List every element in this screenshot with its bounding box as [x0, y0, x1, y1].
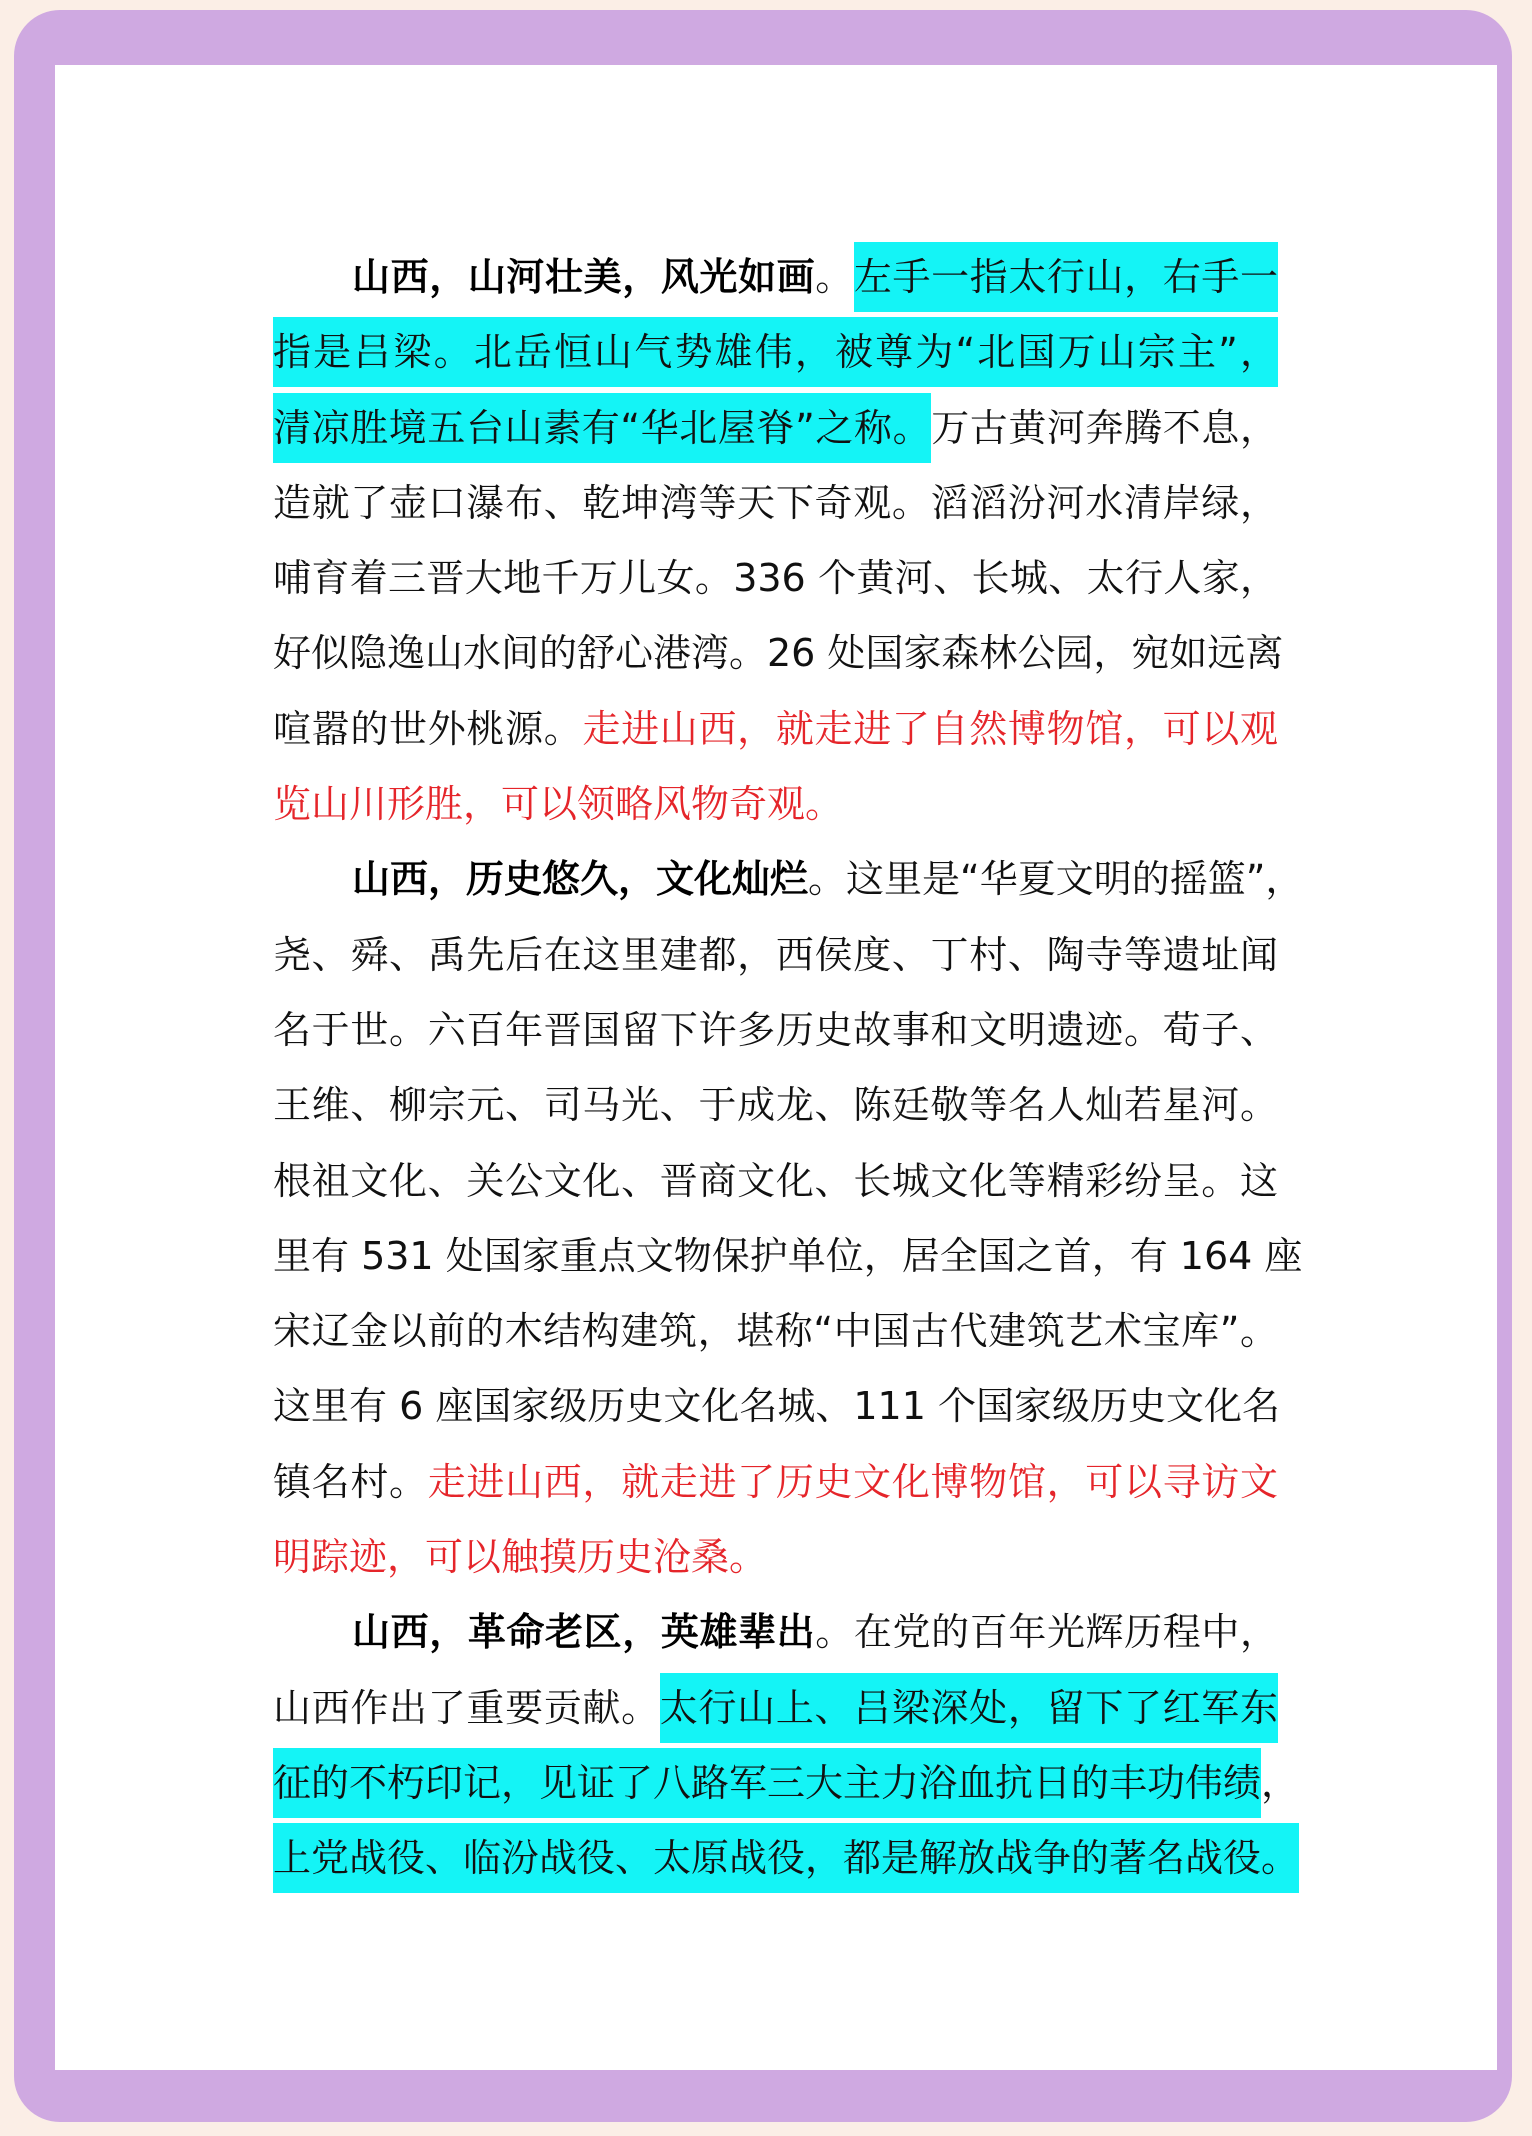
body-text: 根祖文化、关公文化、晋商文化、长城文化等精彩纷呈。这	[273, 1158, 1278, 1203]
body-text: 山西作出了重要贡献。	[273, 1685, 660, 1730]
text-line	[273, 1671, 1278, 1746]
bold-heading: 山西，历史悠久，文化灿烂	[352, 857, 809, 902]
highlighted-text: 左手一指太行山，右手一	[854, 242, 1278, 312]
body-text: 名于世。六百年晋国留下许多历史故事和文明遗迹。荀子、	[273, 1007, 1278, 1052]
red-emphasis-text: 走进山西，就走进了自然博物馆，可以观	[582, 706, 1278, 751]
document-body	[273, 240, 1304, 1897]
text-line	[273, 240, 1278, 315]
body-text: 好似隐逸山水间的舒心港湾。26 处国家森林公园，宛如远离	[273, 631, 1284, 676]
paragraph	[273, 842, 1304, 1595]
body-text: 这里有 6 座国家级历史文化名城、111 个国家级历史文化名	[273, 1384, 1280, 1429]
text-line	[273, 1294, 1278, 1369]
text-line	[273, 1445, 1278, 1520]
text-line	[273, 466, 1278, 541]
body-text: 。这里是“华夏文明的摇篮”，	[808, 857, 1304, 902]
text-line	[273, 1144, 1278, 1219]
body-text: ，	[1261, 1760, 1300, 1805]
body-text: 哺育着三晋大地千万儿女。336 个黄河、长城、太行人家，	[273, 556, 1278, 601]
highlighted-text: 指是吕梁。北岳恒山气势雄伟，被尊为“北国万山宗主”，	[273, 317, 1278, 387]
text-line	[273, 1219, 1303, 1294]
body-text: 王维、柳宗元、司马光、于成龙、陈廷敬等名人灿若星河。	[273, 1083, 1278, 1128]
text-line	[273, 767, 1278, 842]
text-line	[273, 1068, 1278, 1143]
text-line	[273, 842, 1304, 917]
body-text: 尧、舜、禹先后在这里建都，西侯度、丁村、陶寺等遗址闻	[273, 932, 1278, 977]
paragraph	[273, 240, 1284, 842]
red-emphasis-text: 走进山西，就走进了历史文化博物馆，可以寻访文	[427, 1459, 1278, 1504]
highlighted-text: 征的不朽印记，见证了八路军三大主力浴血抗日的丰功伟绩	[273, 1748, 1261, 1818]
text-line	[273, 315, 1278, 390]
paragraph	[273, 1595, 1300, 1896]
text-line	[273, 1520, 1278, 1595]
body-text: 宋辽金以前的木结构建筑，堪称“中国古代建筑艺术宝库”。	[273, 1309, 1278, 1354]
text-line	[273, 1746, 1300, 1821]
body-text: 万古黄河奔腾不息，	[931, 405, 1278, 450]
bold-heading: 山西，山河壮美，风光如画	[352, 255, 816, 299]
body-text: 造就了壶口瀑布、乾坤湾等天下奇观。滔滔汾河水清岸绿，	[273, 480, 1278, 525]
body-text: 喧嚣的世外桃源。	[273, 706, 583, 751]
text-line	[273, 1595, 1278, 1670]
body-text: 里有 531 处国家重点文物保护单位，居全国之首，有 164 座	[273, 1233, 1303, 1278]
bold-heading: 山西，革命老区，英雄辈出	[352, 1610, 816, 1655]
text-line	[273, 1369, 1278, 1444]
body-text: 。	[815, 255, 854, 299]
red-emphasis-text: 览山川形胜，可以领略风物奇观。	[273, 782, 844, 827]
red-emphasis-text: 明踪迹，可以触摸历史沧桑。	[273, 1535, 768, 1580]
text-line	[273, 692, 1278, 767]
body-text: 。在党的百年光辉历程中，	[815, 1610, 1278, 1655]
text-line	[273, 616, 1284, 691]
text-line	[273, 1821, 1300, 1896]
body-text: 镇名村。	[273, 1459, 428, 1504]
highlighted-text: 清凉胜境五台山素有“华北屋脊”之称。	[273, 393, 931, 463]
highlighted-text: 上党战役、临汾战役、太原战役，都是解放战争的著名战役。	[273, 1823, 1299, 1893]
text-line	[273, 541, 1278, 616]
highlighted-text: 太行山上、吕梁深处，留下了红军东	[660, 1673, 1278, 1743]
text-line	[273, 391, 1278, 466]
text-line	[273, 993, 1278, 1068]
text-line	[273, 918, 1278, 993]
